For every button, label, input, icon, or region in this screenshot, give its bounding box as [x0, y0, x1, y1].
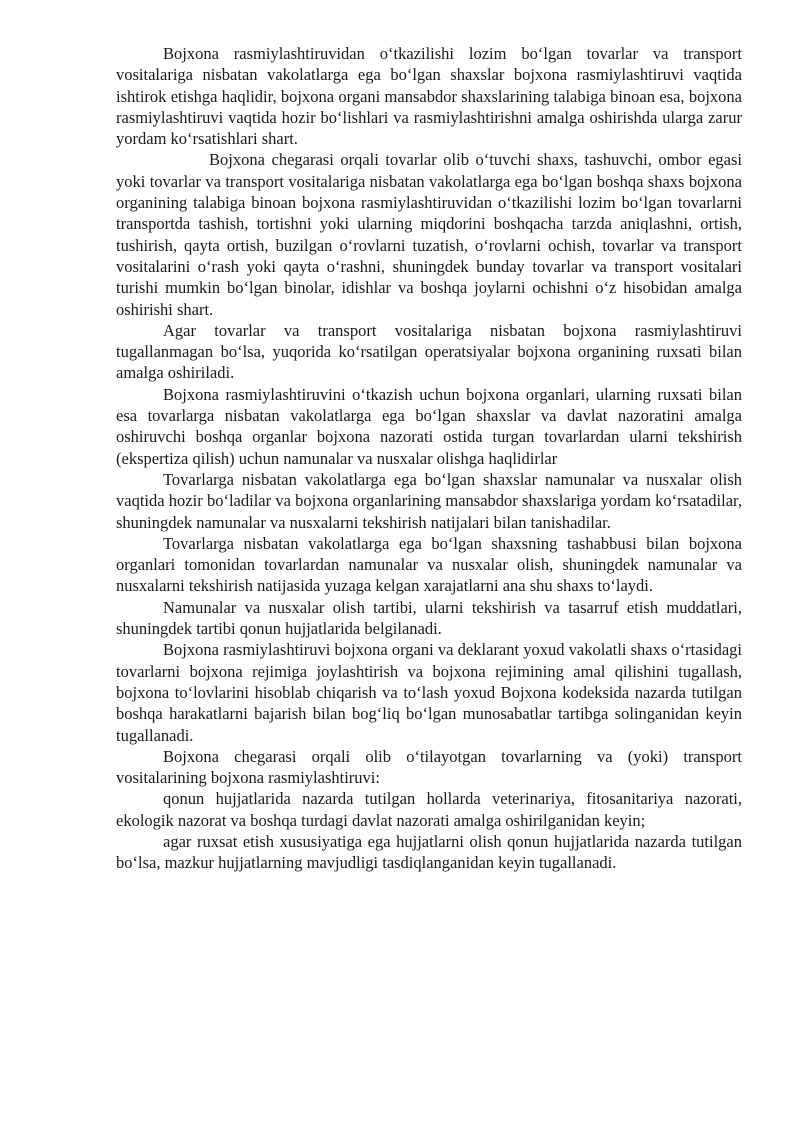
- paragraph-8: Bojxona rasmiylashtiruvi bojxona organi va deklarant yoxud vakolatli shaxs o‘rtasidagi tovarlarni bojxona rejimiga joylashtirish va bojxona rejimining amal qilishini tugallash, bojxona to‘lovlarini hisoblab chiqarish va to‘lash yoxud Bojxona kodeksida nazarda tutilgan boshqa harakatlarni bajarish bilan bog‘liq bo‘lgan munosabatlar tartibga solinganidan keyin tugallanadi.: [116, 640, 742, 745]
- paragraph-10: qonun hujjatlarida nazarda tutilgan hollarda veterinariya, fitosanitariya nazorati, ekologik nazorat va boshqa turdagi davlat nazorati amalga oshirilganidan keyin;: [116, 789, 742, 830]
- paragraph-3: Agar tovarlar va transport vositalariga nisbatan bojxona rasmiylashtiruvi tugallanmagan bo‘lsa, yuqorida ko‘rsatilgan operatsiyalar bojxona organining ruxsati bilan amalga oshiriladi.: [116, 320, 742, 383]
- paragraph-11: agar ruxsat etish xususiyatiga ega hujjatlarni olish qonun hujjatlarida nazarda tutilgan bo‘lsa, mazkur hujjatlarning mavjudligi tasdiqlanganidan keyin tugallanadi.: [116, 831, 742, 873]
- paragraph-1: Bojxona rasmiylashtiruvidan o‘tkazilishi lozim bo‘lgan tovarlar va transport vositalariga nisbatan vakolatlarga ega bo‘lgan shaxslar bojxona rasmiylashtiruvi vaqtida ishtirok etishga haqlidir, bojxona organi mansabdor shaxslarining talabiga binoan esa, bojxona rasmiylashtiruvi vaqtida hozir bo‘lishlari va rasmiylashtirishni amalga oshirishda ularga zarur yordam ko‘rsatishlari shart.: [116, 44, 742, 149]
- document-page: [116, 43, 742, 874]
- paragraph-5: Tovarlarga nisbatan vakolatlarga ega bo‘lgan shaxslar namunalar va nusxalar olish vaqtida hozir bo‘ladilar va bojxona organlarining mansabdor shaxslariga yordam ko‘rsatadilar, shuningdek namunalar va nusxalarni tekshirish natijalari bilan tanishadilar.: [116, 469, 742, 532]
- paragraph-4: Bojxona rasmiylashtiruvini o‘tkazish uchun bojxona organlari, ularning ruxsati bilan esa tovarlarga nisbatan vakolatlarga ega bo‘lgan shaxslar va davlat nazoratini amalga oshiruvchi boshqa organlar bojxona nazorati ostida turgan tovarlardan ularni tekshirish (ekspertiza qilish) uchun namunalar va nusxalar olishga haqlidirlar: [116, 384, 742, 468]
- paragraph-9: Bojxona chegarasi orqali olib o‘tilayotgan tovarlarning va (yoki) transport vositalarining bojxona rasmiylashtiruvi:: [116, 746, 742, 788]
- paragraph-2: Bojxona chegarasi orqali tovarlar olib o‘tuvchi shaxs, tashuvchi, ombor egasi yoki tovarlar va transport vositalariga nisbatan vakolatlarga ega bo‘lgan boshqa shaxs bojxona organining talabiga binoan bojxona rasmiylashtiruvidan o‘tkazilishi lozim bo‘lgan tovarlarni transportda tashish, tortishni yoki ularning miqdorini boshqacha tarzda aniqlashni, ortish, tushirish, qayta ortish, buzilgan o‘rovlarni tuzatish, o‘rovlarni ochish, tovarlar va transport vositalarini o‘rash yoki qayta o‘rashni, shuningdek bunday tovarlar va transport vositalari turishi mumkin bo‘lgan binolar, idishlar va boshqa joylarni ochishni o‘z hisobidan amalga oshirishi shart.: [116, 150, 742, 319]
- paragraph-7: Namunalar va nusxalar olish tartibi, ularni tekshirish va tasarruf etish muddatlari, shuningdek tartibi qonun hujjatlarida belgilanadi.: [116, 597, 742, 639]
- paragraph-6: Tovarlarga nisbatan vakolatlarga ega bo‘lgan shaxsning tashabbusi bilan bojxona organlari tomonidan tovarlardan namunalar va nusxalar olish, shuningdek namunalar va nusxalarni tekshirish natijasida yuzaga kelgan xarajatlarni ana shu shaxs to‘laydi.: [116, 533, 742, 596]
